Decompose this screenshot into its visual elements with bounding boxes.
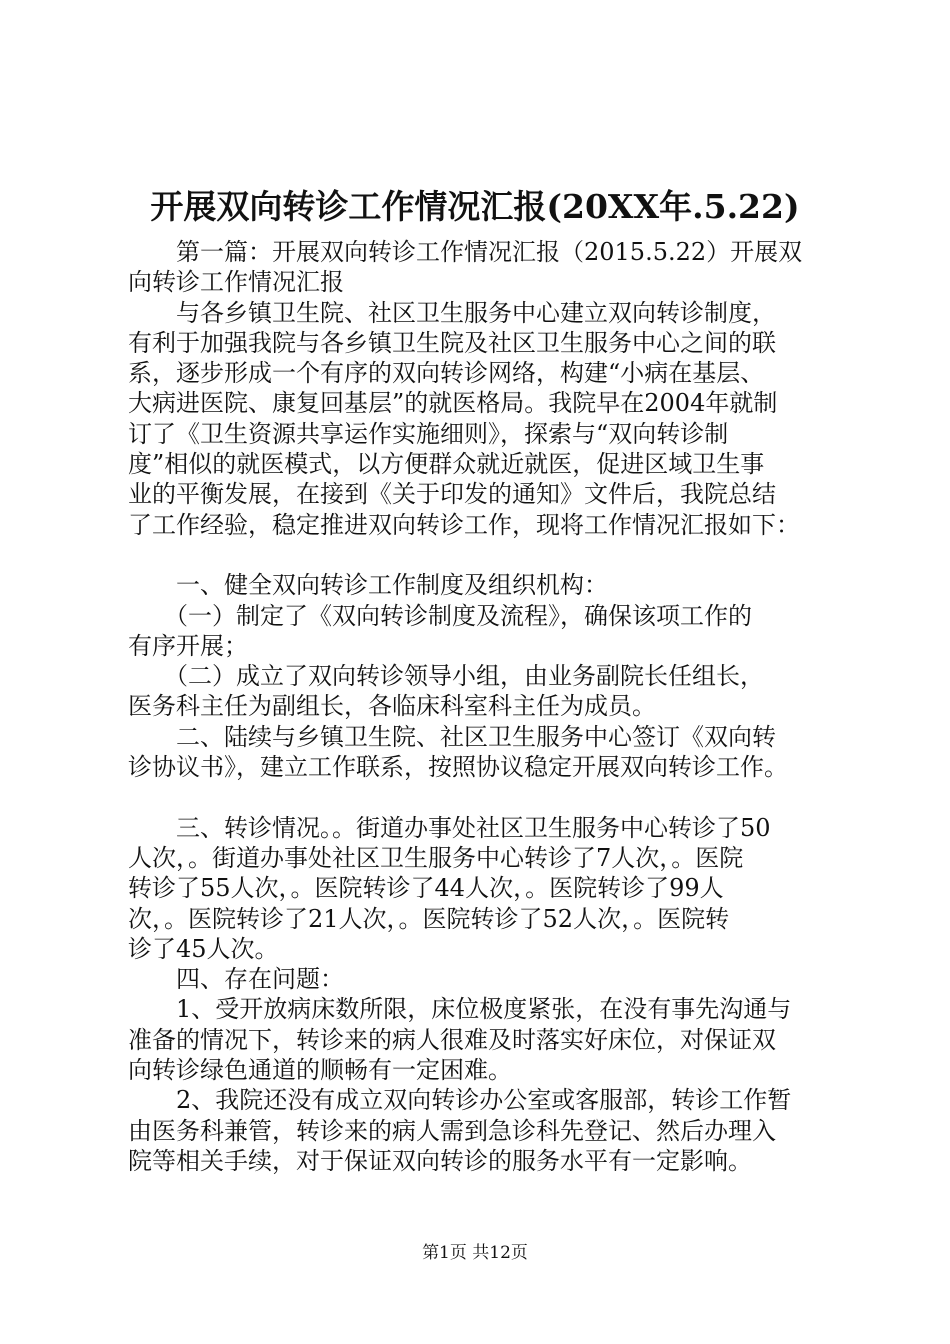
text-line: 二、陆续与乡镇卫生院、社区卫生服务中心签订《双向转 [128, 722, 776, 751]
paragraph-spacer [128, 782, 828, 812]
text-line: 度”相似的就医模式，以方便群众就近就医，促进区域卫生事 [128, 450, 765, 479]
text-line: 一、健全双向转诊工作制度及组织机构： [128, 571, 608, 600]
text-line: 有序开展； [128, 631, 248, 660]
paragraph-spacer [128, 540, 828, 570]
text-line: 向转诊工作情况汇报 [128, 268, 344, 297]
text-line: 了工作经验，稳定推进双向转诊工作，现将工作情况汇报如下： [128, 510, 800, 539]
text-line: 人次，。街道办事处社区卫生服务中心转诊了7人次，。医院 [128, 843, 744, 872]
text-line: 医务科主任为副组长，各临床科室科主任为成员。 [128, 692, 656, 721]
document-body [128, 237, 828, 1176]
text-line: 大病进医院、康复回基层”的就医格局。我院早在2004年就制 [128, 389, 778, 418]
text-line: 2、我院还没有成立双向转诊办公室或客服部，转诊工作暂 [128, 1086, 792, 1115]
text-line: 与各乡镇卫生院、社区卫生服务中心建立双向转诊制度， [128, 298, 776, 327]
text-line: 业的平衡发展，在接到《关于印发的通知》文件后，我院总结 [128, 480, 776, 509]
paragraph [128, 722, 828, 783]
text-line: 由医务科兼管，转诊来的病人需到急诊科先登记、然后办理入 [128, 1116, 776, 1145]
paragraph [128, 601, 828, 662]
paragraph [128, 661, 828, 722]
text-line: 四、存在问题： [128, 965, 344, 994]
paragraph [128, 570, 828, 600]
document-title: 开展双向转诊工作情况汇报(20XX年.5.22) [150, 187, 800, 226]
text-line: 准备的情况下，转诊来的病人很难及时落实好床位，对保证双 [128, 1025, 776, 1054]
page-footer: 第1页 共12页 [422, 1243, 528, 1263]
paragraph [128, 237, 828, 298]
text-line: 第一篇：开展双向转诊工作情况汇报（2015.5.22）开展双 [128, 238, 803, 266]
paragraph [128, 994, 828, 1085]
text-line: （一）制定了《双向转诊制度及流程》，确保该项工作的 [128, 601, 752, 630]
text-line: 次，。医院转诊了21人次，。医院转诊了52人次，。医院转 [128, 904, 730, 933]
paragraph [128, 298, 828, 540]
text-line: 诊了45人次。 [128, 934, 279, 963]
text-line: 三、转诊情况。。街道办事处社区卫生服务中心转诊了50 [128, 813, 771, 842]
text-line: 有利于加强我院与各乡镇卫生院及社区卫生服务中心之间的联 [128, 328, 776, 357]
paragraph [128, 1085, 828, 1176]
text-line: 院等相关手续，对于保证双向转诊的服务水平有一定影响。 [128, 1146, 752, 1175]
text-line: 转诊了55人次，。医院转诊了44人次，。医院转诊了99人 [128, 874, 724, 903]
paragraph [128, 964, 828, 994]
text-line: 诊协议书》，建立工作联系，按照协议稳定开展双向转诊工作。 [128, 753, 788, 782]
text-line: 1、受开放病床数所限，床位极度紧张，在没有事先沟通与 [128, 995, 792, 1024]
text-line: （二）成立了双向转诊领导小组，由业务副院长任组长， [128, 662, 764, 691]
text-line: 向转诊绿色通道的顺畅有一定困难。 [128, 1056, 512, 1085]
text-line: 订了《卫生资源共享运作实施细则》，探索与“双向转诊制 [128, 419, 729, 448]
text-line: 系，逐步形成一个有序的双向转诊网络，构建“小病在基层、 [128, 359, 765, 388]
paragraph [128, 813, 828, 964]
